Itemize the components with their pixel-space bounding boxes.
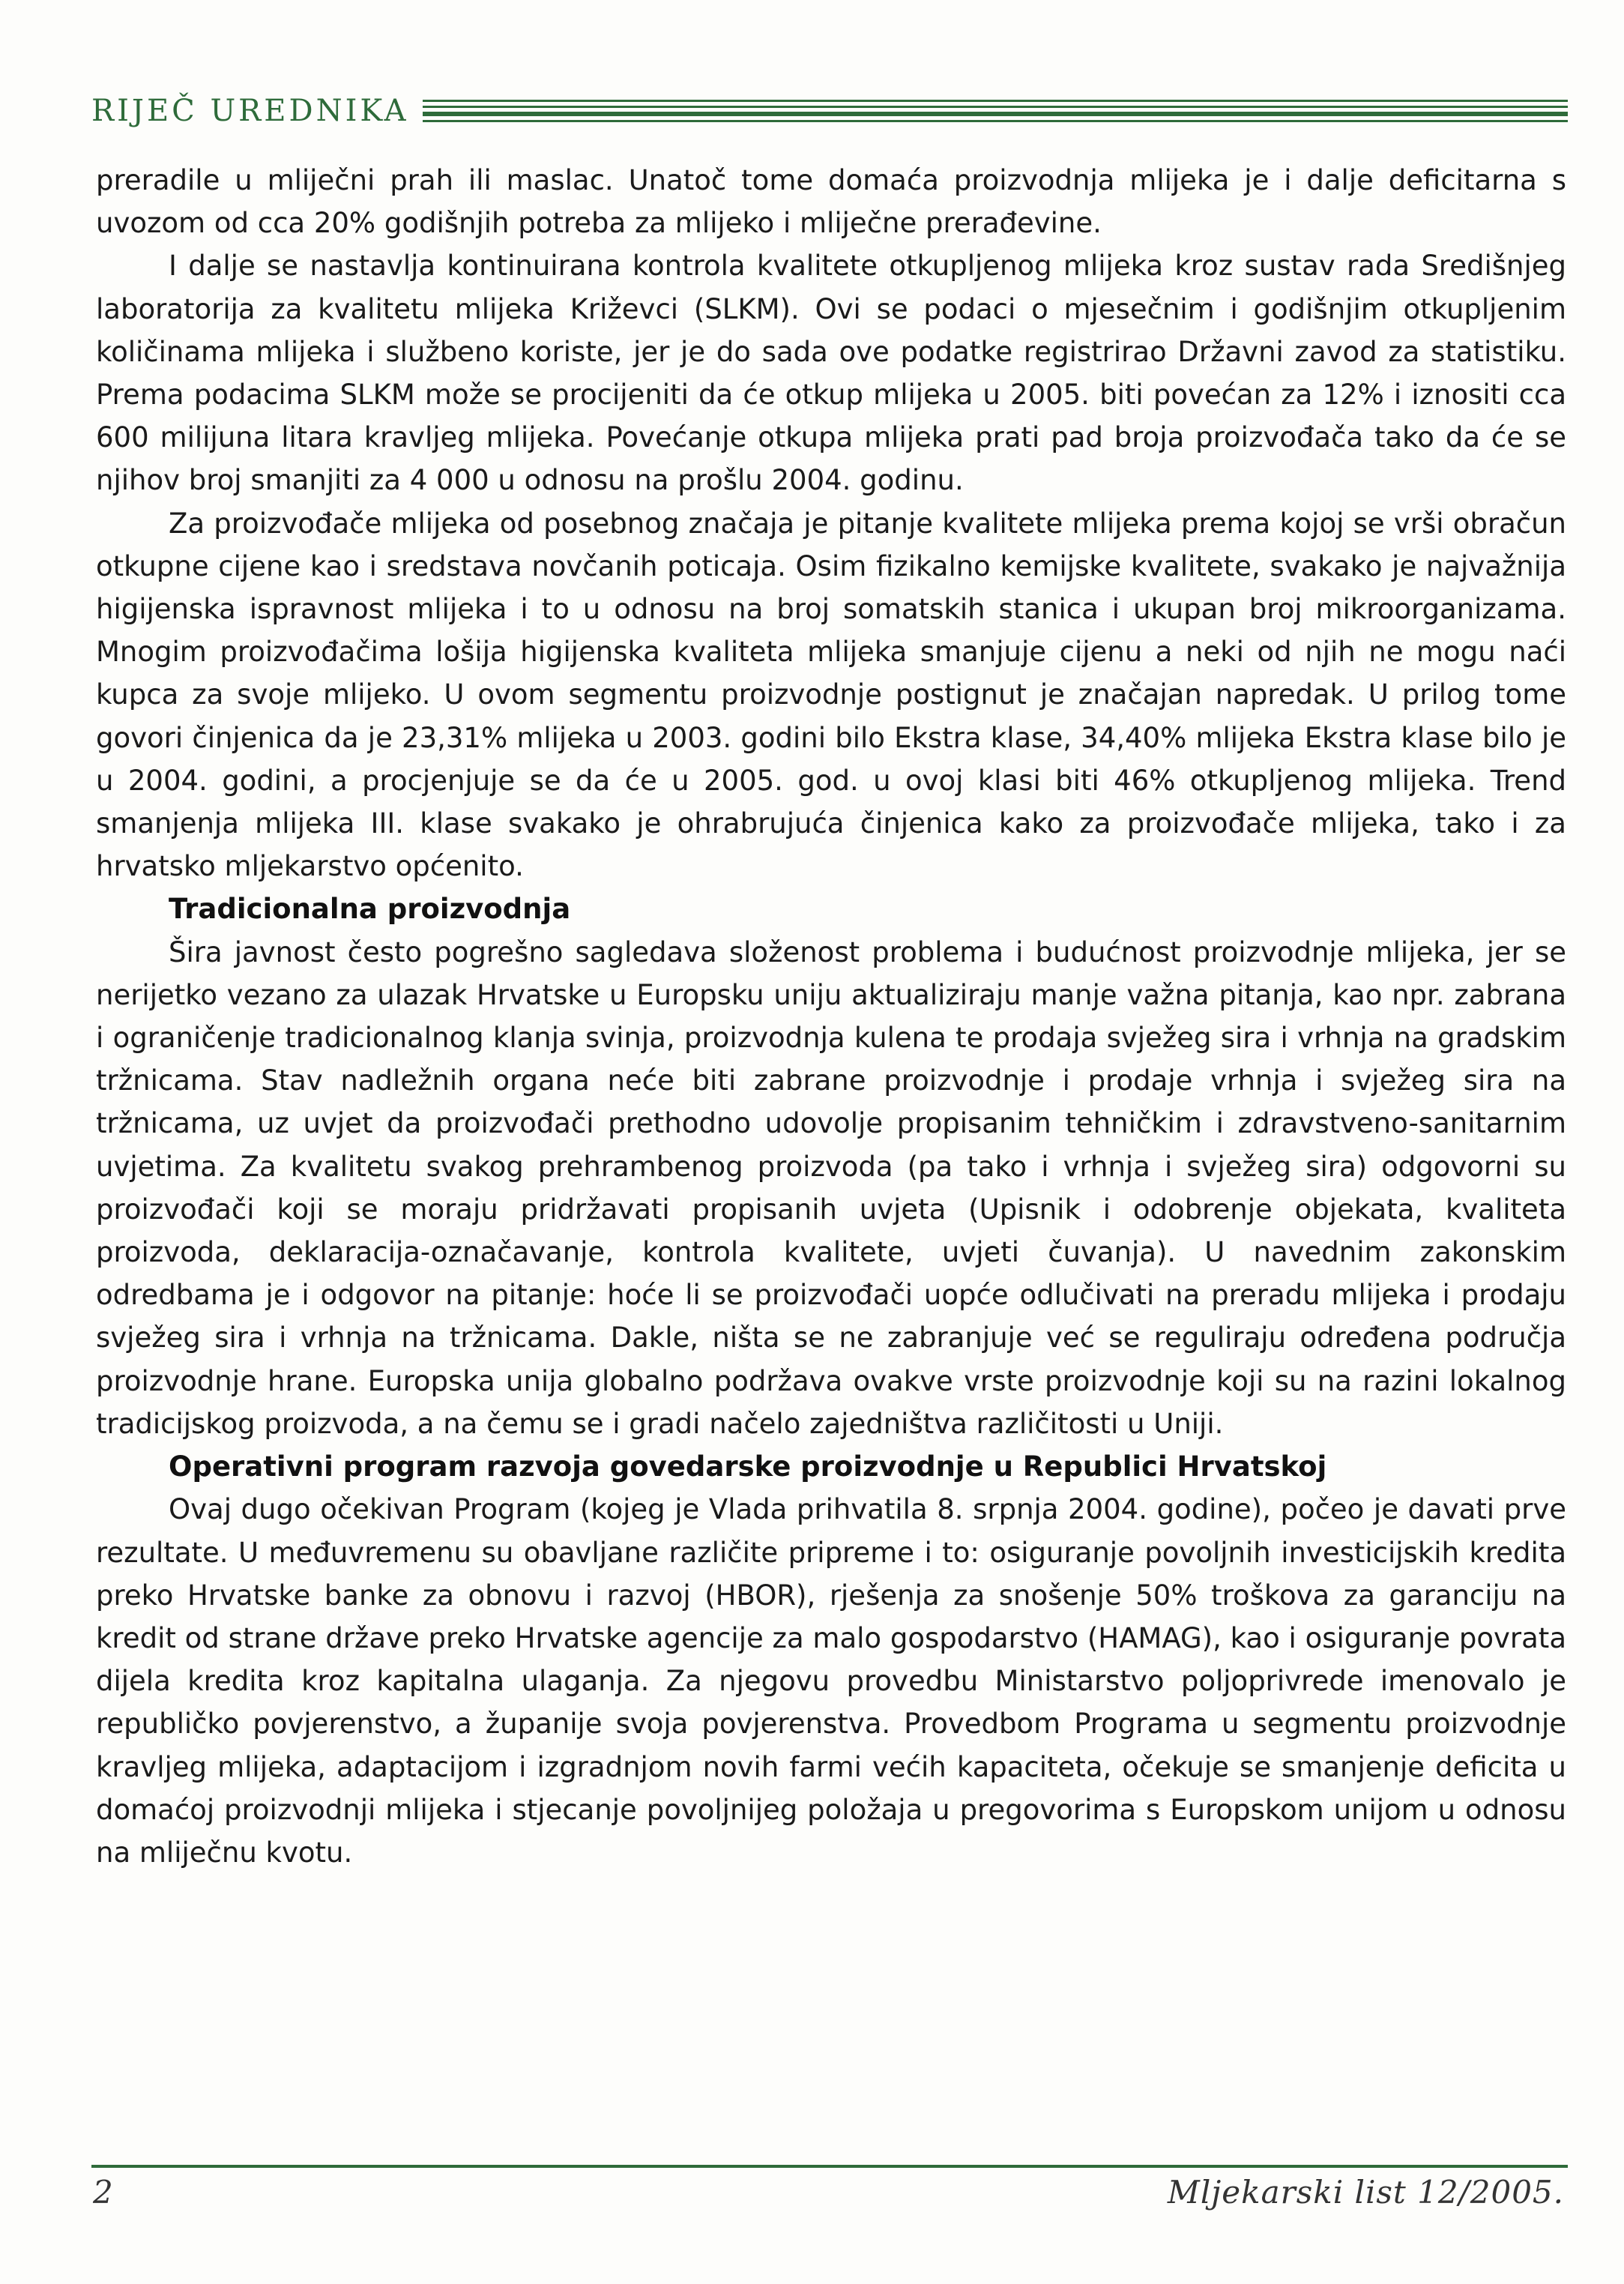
header-rule-line bbox=[423, 120, 1568, 122]
header-rule-line bbox=[423, 100, 1568, 102]
section-title: RIJEČ UREDNIKA bbox=[91, 94, 409, 128]
header-rule bbox=[423, 100, 1568, 122]
paragraph: Za proizvođače mlijeka od posebnog značaja je pitanje kvalitete mlijeka prema kojoj se vrši obračun otkupne cijene kao i sredstava novčanih poticaja. Osim fizikalno kemijske kvalitete, svakako je najvažnija higijenska ispravnost mlijeka i to u odnosu na broj somatskih stanica i ukupan broj mikroorganizama. Mnogim proizvođačima lošija higijenska kvaliteta mlijeka smanjuje cijenu a neki od njih ne mogu naći kupca za svoje mlijeko. U ovom segmentu proizvodnje postignut je značajan napredak. U prilog tome govori činjenica da je 23,31% mlijeka u 2003. godini bilo Ekstra klase, 34,40% mlijeka Ekstra klase bilo je u 2004. godini, a procjenjuje se da će u 2005. god. u ovoj klasi biti 46% otkupljenog mlijeka. Trend smanjenja mlijeka III. klase svakako je ohrabrujuća činjenica kako za proizvođače mlijeka, tako i za hrvatsko mljekarstvo općenito. bbox=[96, 507, 1566, 883]
header-rule-line bbox=[423, 106, 1568, 108]
header-rule-line bbox=[423, 112, 1568, 116]
footer-rule bbox=[91, 2165, 1568, 2168]
section-heading: Tradicionalna proizvodnja bbox=[169, 893, 571, 926]
page-number: 2 bbox=[93, 2174, 113, 2211]
article-body bbox=[96, 159, 1566, 1874]
paragraph: preradile u mliječni prah ili maslac. Unatoč tome domaća proizvodnja mlijeka je i dalje deficitarna s uvozom od cca 20% godišnjih potreba za mlijeko i mliječne prerađevine. bbox=[96, 164, 1566, 240]
page-header bbox=[91, 88, 1568, 133]
publication-name: Mljekarski list 12/2005. bbox=[1167, 2174, 1564, 2211]
paragraph: Ovaj dugo očekivan Program (kojeg je Vlada prihvatila 8. srpnja 2004. godine), počeo je davati prve rezultate. U međuvremenu su obavljane različite pripreme i to: osiguranje povoljnih investicijskih kredita preko Hrvatske banke za obnovu i razvoj (HBOR), rješenja za snošenje 50% troškova za garanciju na kredit od strane države preko Hrvatske agencije za malo gospodarstvo (HAMAG), kao i osiguranje povrata dijela kredita kroz kapitalna ulaganja. Za njegovu provedbu Ministarstvo poljoprivrede imenovalo je republičko povjerenstvo, a županije svoja povjerenstva. Provedbom Programa u segmentu proizvodnje kravljeg mlijeka, adaptacijom i izgradnjom novih farmi većih kapaciteta, očekuje se smanjenje deficita u domaćoj proizvodnji mlijeka i stjecanje povoljnijeg položaja u pregovorima s Europskom unijom u odnosu na mliječnu kvotu. bbox=[96, 1493, 1566, 1869]
paragraph: I dalje se nastavlja kontinuirana kontrola kvalitete otkupljenog mlijeka kroz sustav rada Središnjeg laboratorija za kvalitetu mlijeka Križevci (SLKM). Ovi se podaci o mjesečnim i godišnjim otkupljenim količinama mlijeka i službeno koriste, jer je do sada ove podatke registrirao Državni zavod za statistiku. Prema podacima SLKM može se procijeniti da će otkup mlijeka u 2005. biti povećan za 12% i iznositi cca 600 milijuna litara kravljeg mlijeka. Povećanje otkupa mlijeka prati pad broja proizvođača tako da će se njihov broj smanjiti za 4 000 u odnosu na prošlu 2004. godinu. bbox=[96, 250, 1566, 497]
paragraph: Šira javnost često pogrešno sagledava složenost problema i budućnost proizvodnje mlijeka, jer se nerijetko vezano za ulazak Hrvatske u Europsku uniju aktualiziraju manje važna pitanja, kao npr. zabrana i ograničenje tradicionalnog klanja svinja, proizvodnja kulena te prodaja svježeg sira i vrhnja na gradskim tržnicama. Stav nadležnih organa neće biti zabrane proizvodnje i prodaje vrhnja i svježeg sira na tržnicama, uz uvjet da proizvođači prethodno udovolje propisanim tehničkim i zdravstveno-sanitarnim uvjetima. Za kvalitetu svakog prehrambenog proizvoda (pa tako i vrhnja i svježeg sira) odgovorni su proizvođači koji se moraju pridržavati propisanih uvjeta (Upisnik i odobrenje objekata, kvaliteta proizvoda, deklaracija-označavanje, kontrola kvalitete, uvjeti čuvanja). U navednim zakonskim odredbama je i odgovor na pitanje: hoće li se proizvođači uopće odlučivati na preradu mlijeka i prodaju svježeg sira i vrhnja na tržnicama. Dakle, ništa se ne zabranjuje već se reguliraju određena područja proizvodnje hrane. Europska unija globalno podržava ovakve vrste proizvodnje koji su na razini lokalnog tradicijskog proizvoda, a na čemu se i gradi načelo zajedništva različitosti u Uniji. bbox=[96, 935, 1566, 1440]
section-heading: Operativni program razvoja govedarske proizvodnje u Republici Hrvatskoj bbox=[169, 1450, 1327, 1483]
